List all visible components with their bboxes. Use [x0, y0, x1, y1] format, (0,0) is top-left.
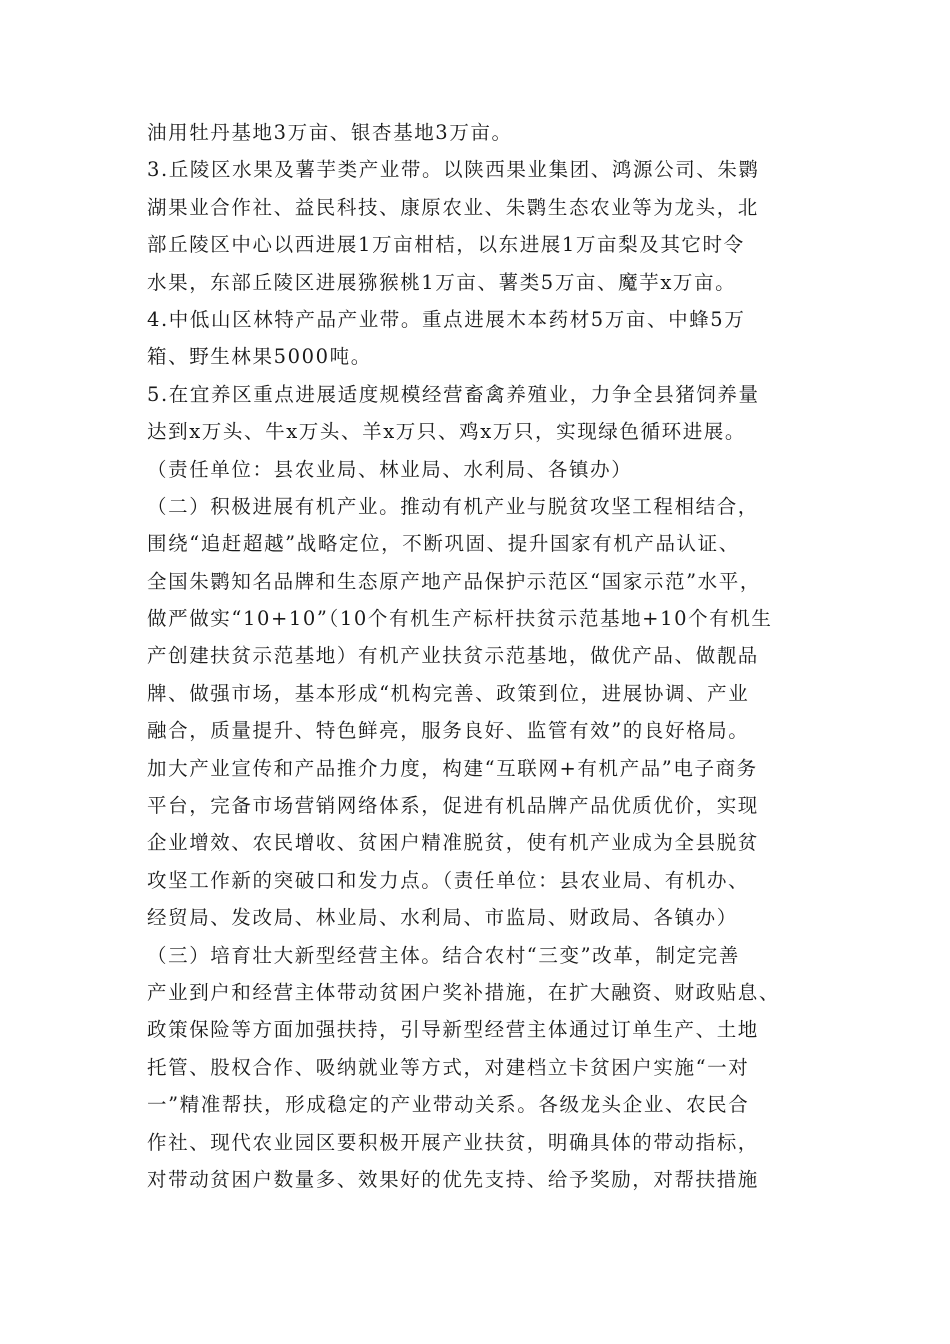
- text-line: 5.在宜养区重点进展适度规模经营畜禽养殖业，力争全县猪饲养量: [147, 382, 760, 406]
- document-body: [147, 114, 827, 1198]
- text-line: 企业增效、农民增收、贫困户精准脱贫，使有机产业成为全县脱贫: [147, 831, 759, 855]
- text-line: 攻坚工作新的突破口和发力点。（责任单位：县农业局、有机办、: [147, 868, 750, 892]
- text-line: 产业到户和经营主体带动贫困户奖补措施，在扩大融资、财政贴息、: [147, 980, 781, 1004]
- text-line: 湖果业合作社、益民科技、康原农业、朱鹮生态农业等为龙头，北: [147, 195, 759, 219]
- text-line: 托管、股权合作、吸纳就业等方式，对建档立卡贫困户实施“一对: [147, 1055, 750, 1079]
- text-line: 4.中低山区林特产品产业带。重点进展木本药材5万亩、中蜂5万: [147, 307, 746, 331]
- text-line: （二）积极进展有机产业。推动有机产业与脱贫攻坚工程相结合，: [147, 494, 759, 518]
- text-line: 作社、现代农业园区要积极开展产业扶贫，明确具体的带动指标，: [147, 1130, 759, 1154]
- text-line: 平台，完备市场营销网络体系，促进有机品牌产品优质优价，实现: [147, 794, 759, 818]
- text-line: 水果，东部丘陵区进展猕猴桃1万亩、薯类5万亩、魔芋x万亩。: [147, 270, 737, 294]
- text-line: 全国朱鹮知名品牌和生态原产地产品保护示范区“国家示范”水平，: [147, 569, 761, 593]
- text-line: 3.丘陵区水果及薯芋类产业带。以陕西果业集团、鸿源公司、朱鹮: [147, 158, 760, 182]
- text-line: 牌、做强市场，基本形成“机构完善、政策到位，进展协调、产业: [147, 681, 750, 705]
- text-line: 融合，质量提升、特色鲜亮，服务良好、监管有效”的良好格局。: [147, 719, 750, 743]
- text-line: 经贸局、发改局、林业局、水利局、市监局、财政局、各镇办）: [147, 906, 738, 930]
- text-line: （三）培育壮大新型经营主体。结合农村“三变”改革，制定完善: [147, 943, 740, 967]
- text-line: 产创建扶贫示范基地）有机产业扶贫示范基地，做优产品、做靓品: [147, 644, 759, 668]
- text-line: 达到x万头、牛x万头、羊x万只、鸡x万只，实现绿色循环进展。: [147, 420, 746, 444]
- text-line: 箱、野生林果5000吨。: [147, 345, 372, 369]
- text-line: 一”精准帮扶，形成稳定的产业带动关系。各级龙头企业、农民合: [147, 1093, 750, 1117]
- text-line: 油用牡丹基地3万亩、银杏基地3万亩。: [147, 121, 513, 144]
- text-line: 围绕“追赶超越”战略定位，不断巩固、提升国家有机产品认证、: [147, 532, 740, 556]
- text-line: 做严做实“10+10”（10个有机生产标杆扶贫示范基地+10个有机生: [147, 607, 773, 631]
- text-line: 加大产业宣传和产品推介力度，构建“互联网+有机产品”电子商务: [147, 756, 758, 780]
- text-line: 部丘陵区中心以西进展1万亩柑桔，以东进展1万亩梨及其它时令: [147, 233, 745, 257]
- text-line: 对带动贫困户数量多、效果好的优先支持、给予奖励，对帮扶措施: [147, 1167, 759, 1191]
- text-line: 政策保险等方面加强扶持，引导新型经营主体通过订单生产、土地: [147, 1018, 759, 1042]
- text-line: （责任单位：县农业局、林业局、水利局、各镇办）: [147, 457, 633, 481]
